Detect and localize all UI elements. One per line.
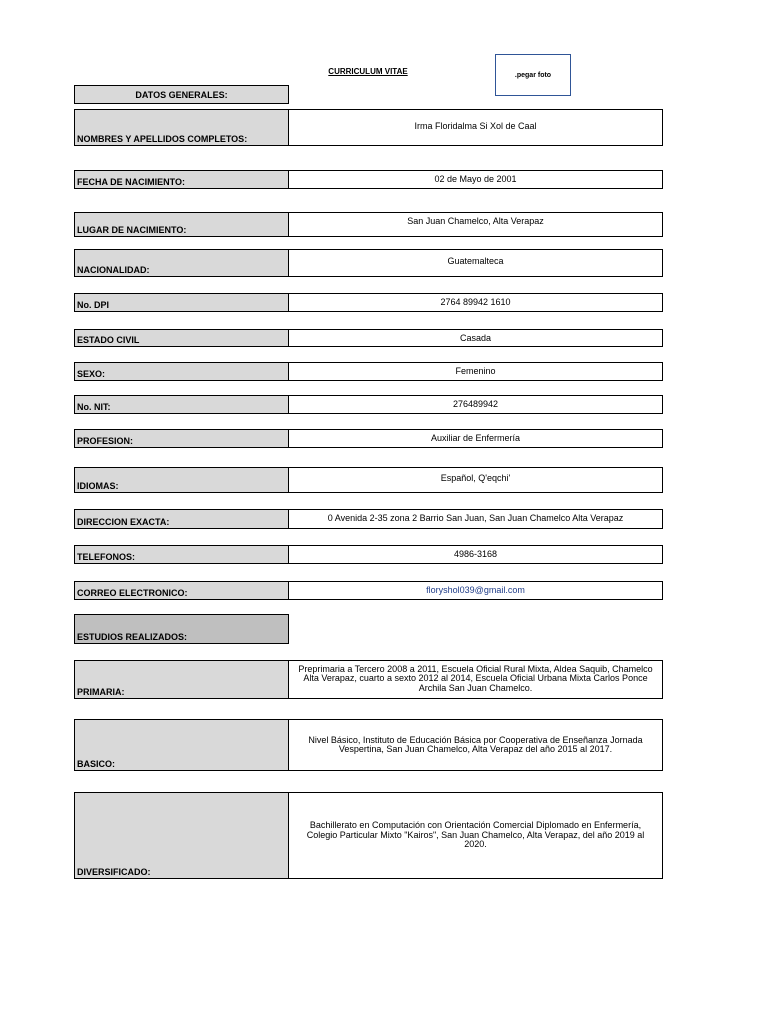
- label-dpi: No. DPI: [74, 293, 289, 312]
- value-primaria: Preprimaria a Tercero 2008 a 2011, Escuela Oficial Rural Mixta, Aldea Saquib, Chamelco Alta Verapaz, cuarto a sexto 2012 al 2014, Escuela Oficial Urbana Mixta Carlos Ponce Archila San Juan Chamelco.: [289, 660, 663, 699]
- value-profesion: Auxiliar de Enfermería: [289, 429, 663, 448]
- page-title: CURRICULUM VITAE: [328, 67, 408, 76]
- value-dpi: 2764 89942 1610: [289, 293, 663, 312]
- section-datos-generales: DATOS GENERALES:: [74, 85, 289, 104]
- value-direccion: 0 Avenida 2-35 zona 2 Barrio San Juan, San Juan Chamelco Alta Verapaz: [289, 509, 663, 529]
- label-basico: BASICO:: [74, 719, 289, 771]
- value-idiomas: Español, Q'eqchi': [289, 467, 663, 493]
- label-direccion: DIRECCION EXACTA:: [74, 509, 289, 529]
- value-basico: Nivel Básico, Instituto de Educación Básica por Cooperativa de Enseñanza Jornada Vespertina, San Juan Chamelco, Alta Verapaz del año 2015 al 2017.: [289, 719, 663, 771]
- value-diversificado: Bachillerato en Computación con Orientación Comercial Diplomado en Enfermería, Colegio Particular Mixto "Kairos", San Juan Chamelco, Alta Verapaz, del año 2019 al 2020.: [289, 792, 663, 879]
- label-profesion: PROFESION:: [74, 429, 289, 448]
- value-nit: 276489942: [289, 395, 663, 414]
- photo-placeholder: .pegar foto: [495, 54, 571, 96]
- value-estado-civil: Casada: [289, 329, 663, 347]
- label-nit: No. NIT:: [74, 395, 289, 414]
- value-nacionalidad: Guatemalteca: [289, 249, 663, 277]
- value-sexo: Femenino: [289, 362, 663, 381]
- value-telefonos: 4986-3168: [289, 545, 663, 564]
- label-diversificado: DIVERSIFICADO:: [74, 792, 289, 879]
- label-nombres: NOMBRES Y APELLIDOS COMPLETOS:: [74, 109, 289, 146]
- label-telefonos: TELEFONOS:: [74, 545, 289, 564]
- label-correo: CORREO ELECTRONICO:: [74, 581, 289, 600]
- label-sexo: SEXO:: [74, 362, 289, 381]
- label-idiomas: IDIOMAS:: [74, 467, 289, 493]
- value-correo: floryshol039@gmail.com: [289, 581, 663, 600]
- label-nacionalidad: NACIONALIDAD:: [74, 249, 289, 277]
- value-lugar-nacimiento: San Juan Chamelco, Alta Verapaz: [289, 212, 663, 237]
- section-estudios-realizados: ESTUDIOS REALIZADOS:: [74, 614, 289, 644]
- label-primaria: PRIMARIA:: [74, 660, 289, 699]
- value-fecha-nacimiento: 02 de Mayo de 2001: [289, 170, 663, 189]
- label-estado-civil: ESTADO CIVIL: [74, 329, 289, 347]
- value-nombres: Irma Floridalma Si Xol de Caal: [289, 109, 663, 146]
- label-lugar-nacimiento: LUGAR DE NACIMIENTO:: [74, 212, 289, 237]
- label-fecha-nacimiento: FECHA DE NACIMIENTO:: [74, 170, 289, 189]
